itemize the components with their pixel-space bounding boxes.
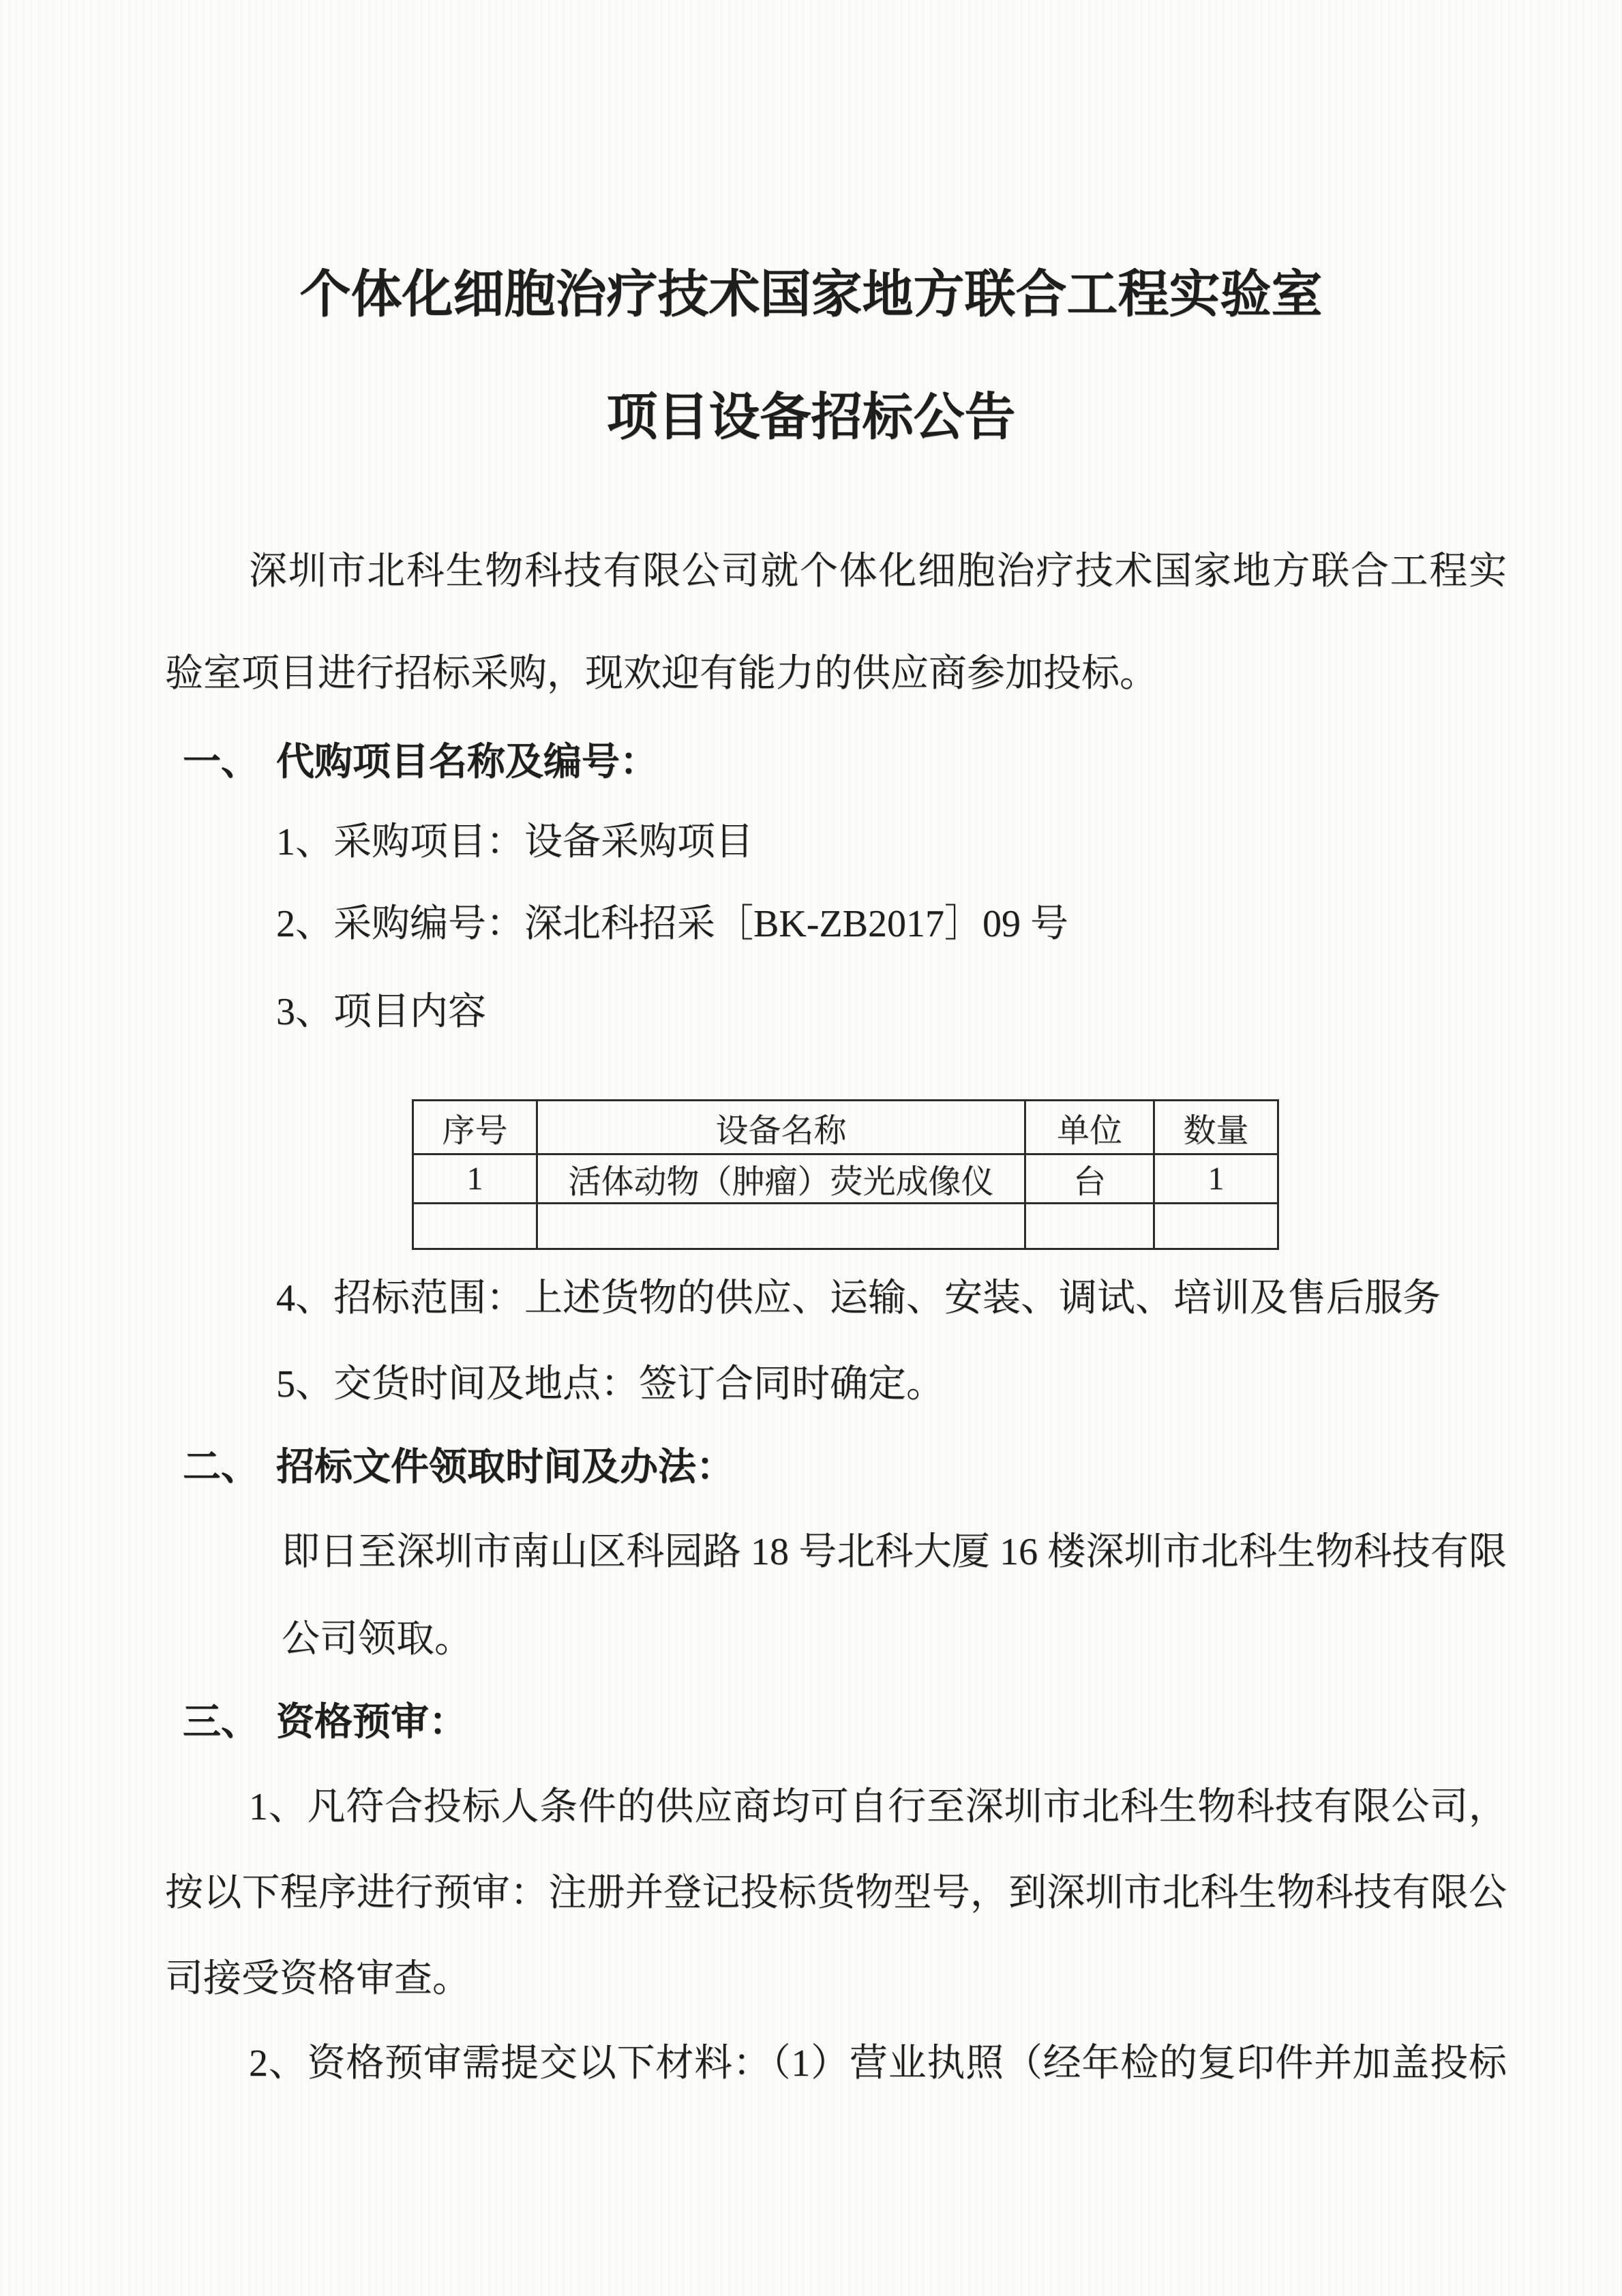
section-1-item-2: 2、采购编号：深北科招采［BK-ZB2017］09 号 [276,903,1068,945]
section-3-title: 资格预审： [276,1701,467,1744]
equipment-table-header-row [413,1101,1278,1154]
section-3-item-2-line-1: 2、资格预审需提交以下材料：（1）营业执照（经年检的复印件并加盖投标 [249,2042,1507,2085]
equipment-row1-unit: 台 [1025,1154,1154,1204]
equipment-table-header-qty: 数量 [1154,1101,1278,1154]
section-2-title: 招标文件领取时间及办法： [276,1446,734,1489]
document-title-line-1: 个体化细胞治疗技术国家地方联合工程实验室 [299,267,1323,323]
intro-paragraph-line-2: 验室项目进行招标采购，现欢迎有能力的供应商参加投标。 [165,653,1158,695]
section-1-title: 代购项目名称及编号： [276,741,658,784]
section-1-number: 一、 [183,741,259,784]
equipment-row2-unit [1025,1204,1154,1249]
section-1-item-5: 5、交货时间及地点：签订合同时确定。 [276,1363,944,1405]
section-1-item-4: 4、招标范围：上述货物的供应、运输、安装、调试、培训及售后服务 [276,1277,1441,1320]
intro-paragraph-line-1: 深圳市北科生物科技有限公司就个体化细胞治疗技术国家地方联合工程实 [249,550,1507,593]
equipment-row2-name [537,1204,1025,1249]
equipment-table-header-seq: 序号 [413,1101,537,1154]
section-2-line-2: 公司领取。 [282,1618,472,1660]
table-row [413,1204,1278,1249]
document-title-line-2: 项目设备招标公告 [606,389,1016,446]
section-1-item-1: 1、采购项目：设备采购项目 [276,821,753,863]
equipment-row1-qty: 1 [1154,1154,1278,1204]
equipment-row2-qty [1154,1204,1278,1249]
section-3-heading [183,1701,467,1744]
equipment-row1-name: 活体动物（肿瘤）荧光成像仪 [537,1154,1025,1204]
equipment-table-header-unit: 单位 [1025,1101,1154,1154]
equipment-table [412,1099,1279,1250]
table-row [413,1154,1278,1204]
equipment-table-header-name: 设备名称 [537,1101,1025,1154]
section-3-number: 三、 [183,1701,259,1744]
section-2-line-1: 即日至深圳市南山区科园路 18 号北科大厦 16 楼深圳市北科生物科技有限 [282,1531,1507,1573]
section-3-item-1-line-1: 1、凡符合投标人条件的供应商均可自行至深圳市北科生物科技有限公司， [249,1786,1507,1828]
section-1-heading [183,741,658,784]
equipment-row2-seq [413,1204,537,1249]
section-2-number: 二、 [183,1446,259,1489]
section-3-item-1-line-2: 按以下程序进行预审：注册并登记投标货物型号，到深圳市北科生物科技有限公 [165,1872,1507,1914]
section-1-item-3: 3、项目内容 [276,991,486,1033]
equipment-row1-seq: 1 [413,1154,537,1204]
section-3-item-1-line-3: 司接受资格审查。 [165,1958,470,2000]
section-2-heading [183,1446,734,1489]
